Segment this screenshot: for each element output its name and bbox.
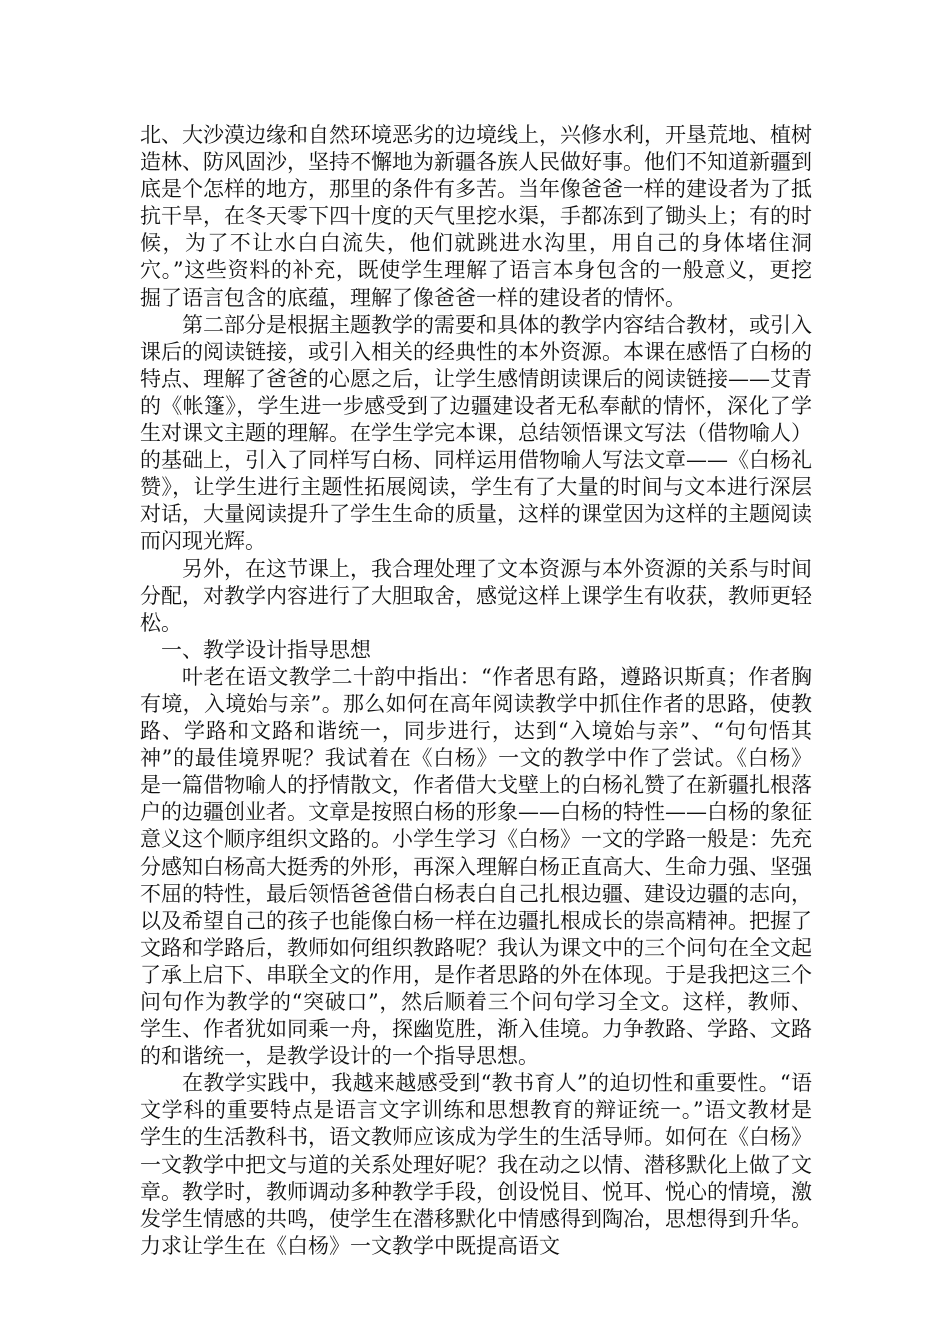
section-heading: 一、教学设计指导思想 bbox=[161, 637, 371, 662]
paragraph-ye-lao: 叶老在语文教学二十韵中指出：“作者思有路，遵路识斯真；作者胸有境，入境始与亲”。那么如何在高年阅读教学中抓住作者的思路，使教路、学路和文路和谐统一，同步进行，达到“入境始与亲”、“句句悟其神”的最佳境界呢？我试着在《白杨》一文的教学中作了尝试。《白杨》是一篇借物喻人的抒情散文，作者借大戈壁上的白杨礼赞了在新疆扎根落户的边疆创业者。文章是按照白杨的形象——白杨的特性——白杨的象征意义这个顺序组织文路的。小学生学习《白杨》一文的学路一般是：先充分感知白杨高大挺秀的外形，再深入理解白杨正直高大、生命力强、坚强不屈的特性，最后领悟爸爸借白杨表白自己扎根边疆、建设边疆的志向，以及希望自己的孩子也能像白杨一样在边疆扎根成长的崇高精神。把握了文路和学路后，教师如何组织教路呢？我认为课文中的三个问句在全文起了承上启下、串联全文的作用，是作者思路的外在体现。于是我把这三个问句作为教学的“突破口”，然后顺着三个问句学习全文。这样，教师、学生、作者犹如同乘一舟，探幽览胜，渐入佳境。力争教路、学路、文路的和谐统一，是教学设计的一个指导思想。 bbox=[140, 664, 812, 1069]
paragraph-teaching-practice: 在教学实践中，我越来越感受到“教书育人”的迫切性和重要性。“语文学科的重要特点是语言文字训练和思想教育的辩证统一。”语文教材是学生的生活教科书，语文教师应该成为学生的生活导师。如何在《白杨》一文教学中把文与道的关系处理好呢？我在动之以情、潜移默化上做了文章。教学时，教师调动多种教学手段，创设悦目、悦耳、悦心的情境，激发学生情感的共鸣，使学生在潜移默化中情感得到陶冶，思想得到升华。力求让学生在《白杨》一文教学中既提高语文 bbox=[140, 1071, 812, 1258]
paragraph-second-part: 第二部分是根据主题教学的需要和具体的教学内容结合教材，或引入课后的阅读链接，或引入相关的经典性的本外资源。本课在感悟了白杨的特点、理解了爸爸的心愿之后，让学生感情朗读课后的阅读链接——艾青的《帐篷》，学生进一步感受到了边疆建设者无私奉献的情怀，深化了学生对课文主题的理解。在学生学完本课，总结领悟课文写法（借物喻人）的基础上，引入了同样写白杨、同样运用借物喻人写法文章——《白杨礼赞》，让学生进行主题性拓展阅读，学生有了大量的时间与文本进行深层对话，大量阅读提升了学生生命的质量，这样的课堂因为这样的主题阅读而闪现光辉。 bbox=[140, 312, 812, 554]
paragraph-continuation: 北、大沙漠边缘和自然环境恶劣的边境线上，兴修水利，开垦荒地、植树造林、防风固沙，坚持不懈地为新疆各族人民做好事。他们不知道新疆到底是个怎样的地方，那里的条件有多苦。当年像爸爸一样的建设者为了抵抗干旱，在冬天零下四十度的天气里挖水渠，手都冻到了锄头上；有的时候，为了不让水白白流失，他们就跳进水沟里，用自己的身体堵住洞穴。”这些资料的补充，既使学生理解了语言本身包含的一般意义，更挖掘了语言包含的底蕴，理解了像爸爸一样的建设者的情怀。 bbox=[140, 123, 812, 310]
paragraph-additionally: 另外，在这节课上，我合理处理了文本资源与本外资源的关系与时间分配，对教学内容进行了大胆取舍，感觉这样上课学生有收获，教师更轻松。 bbox=[140, 556, 812, 635]
document-body bbox=[140, 122, 812, 1260]
